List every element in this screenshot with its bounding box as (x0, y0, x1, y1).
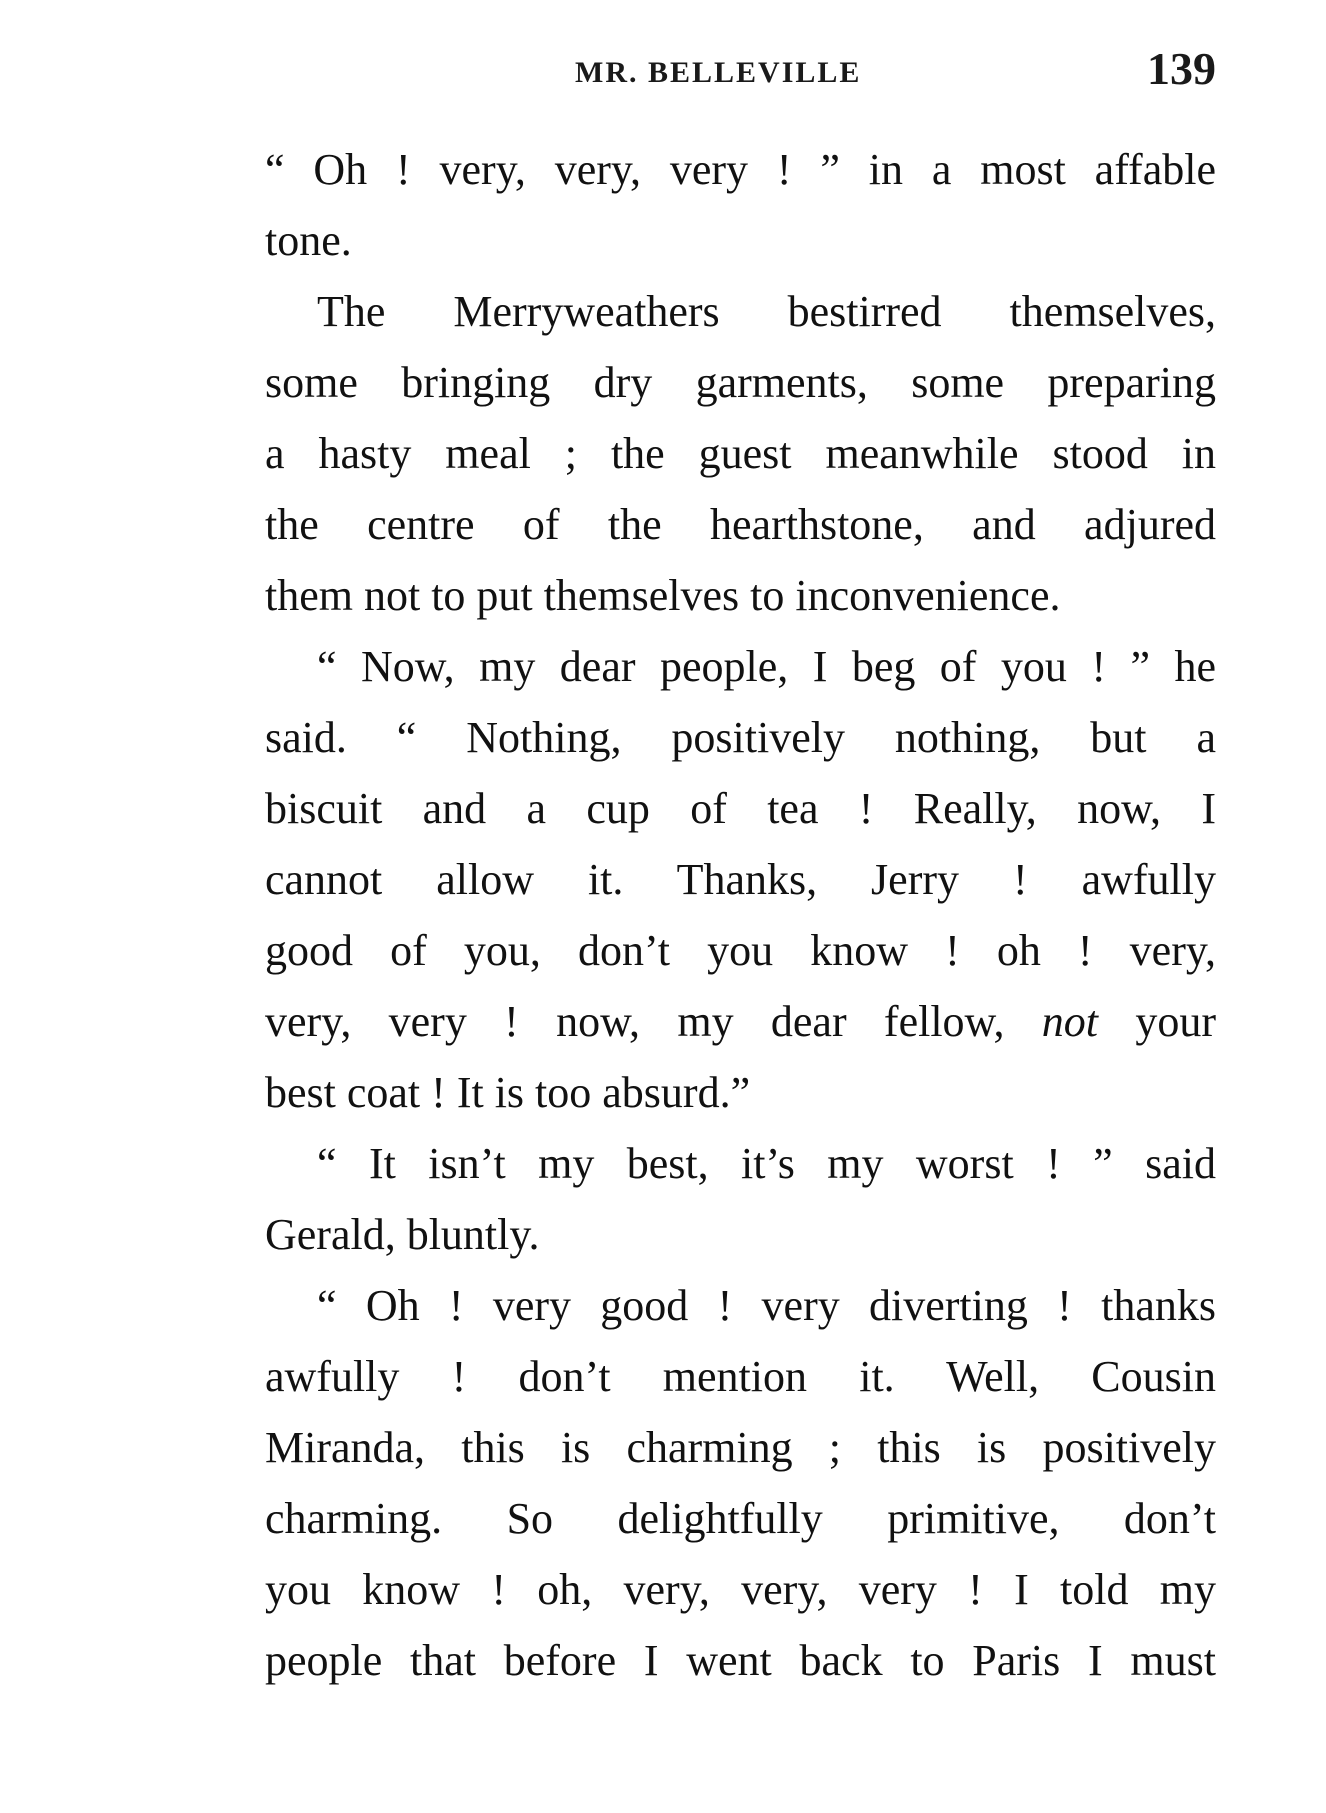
text-segment: “ Oh ! very, very, very ! ” in a most affable (265, 145, 1216, 194)
text-segment: “ It isn’t my best, it’s my worst ! ” said (317, 1139, 1216, 1188)
text-segment: a hasty meal ; the guest meanwhile stood in (265, 429, 1216, 478)
text-line (265, 347, 1216, 418)
text-segment: Miranda, this is charming ; this is positively (265, 1423, 1216, 1472)
text-line (265, 1412, 1216, 1483)
body-text (265, 134, 1216, 1696)
text-segment: Gerald, bluntly. (265, 1210, 540, 1259)
text-line (265, 1057, 1216, 1128)
text-segment: good of you, don’t you know ! oh ! very, (265, 926, 1216, 975)
text-line (265, 844, 1216, 915)
text-segment: best coat ! It is too absurd.” (265, 1068, 751, 1117)
text-line (265, 915, 1216, 986)
text-segment: “ Oh ! very good ! very diverting ! thanks (317, 1281, 1216, 1330)
text-segment: biscuit and a cup of tea ! Really, now, I (265, 784, 1216, 833)
text-line (265, 134, 1216, 205)
text-segment: them not to put themselves to inconvenience. (265, 571, 1061, 620)
text-line (265, 560, 1216, 631)
text-segment: tone. (265, 216, 352, 265)
text-line (265, 773, 1216, 844)
text-segment: people that before I went back to Paris I must (265, 1636, 1216, 1685)
text-line (265, 702, 1216, 773)
italic-word: not (1041, 997, 1099, 1046)
text-segment: the centre of the hearthstone, and adjured (265, 500, 1216, 549)
text-line (265, 1554, 1216, 1625)
text-segment: awfully ! don’t mention it. Well, Cousin (265, 1352, 1216, 1401)
text-line (265, 418, 1216, 489)
text-line (265, 1199, 1216, 1270)
page-number: 139 (1147, 43, 1216, 94)
text-line (265, 489, 1216, 560)
text-segment: cannot allow it. Thanks, Jerry ! awfully (265, 855, 1216, 904)
text-line (265, 1483, 1216, 1554)
text-segment: charming. So delightfully primitive, don’t (265, 1494, 1216, 1543)
text-line (265, 1128, 1216, 1199)
text-line (265, 986, 1216, 1057)
text-segment: you know ! oh, very, very, very ! I told my (265, 1565, 1216, 1614)
running-head (265, 42, 1216, 102)
text-line (265, 1625, 1216, 1696)
text-segment: “ Now, my dear people, I beg of you ! ” he (317, 642, 1216, 691)
text-segment: The Merryweathers bestirred themselves, (317, 287, 1216, 336)
running-title: MR. BELLEVILLE (575, 56, 862, 89)
text-segment: your (1098, 997, 1217, 1046)
text-line (265, 276, 1216, 347)
text-line (265, 205, 1216, 276)
text-segment: said. “ Nothing, positively nothing, but a (265, 713, 1216, 762)
text-segment: very, very ! now, my dear fellow, (265, 997, 1042, 1046)
text-segment: some bringing dry garments, some preparing (265, 358, 1216, 407)
text-line (265, 1341, 1216, 1412)
text-line (265, 1270, 1216, 1341)
text-line (265, 631, 1216, 702)
